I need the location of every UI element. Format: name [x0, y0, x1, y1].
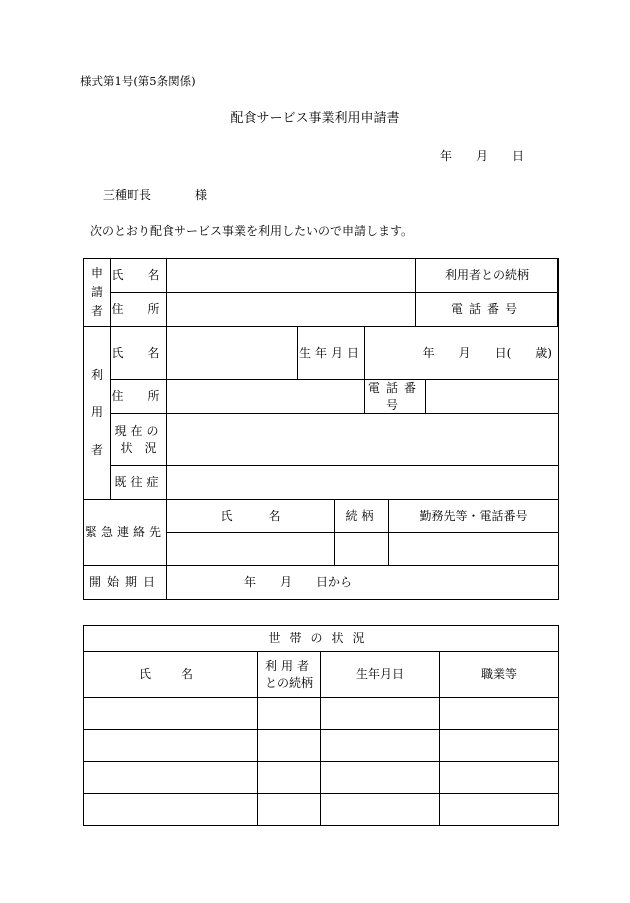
household-table — [83, 625, 559, 826]
household-relation-header: 利用者 との続柄 — [258, 652, 321, 698]
household-dob-header: 生年月日 — [321, 652, 440, 698]
applicant-phone-label: 電話番号 — [416, 293, 559, 327]
household-name-header: 氏 名 — [84, 652, 258, 698]
household-job-field[interactable] — [440, 730, 559, 762]
addressee-suffix: 様 — [195, 188, 208, 202]
table-row — [84, 730, 559, 762]
user-name-label: 氏 名 — [111, 327, 167, 380]
application-date — [440, 150, 524, 162]
household-dob-field[interactable] — [321, 698, 440, 730]
emergency-work-header: 勤務先等・電話番号 — [389, 500, 559, 533]
emergency-relation-field[interactable] — [335, 533, 389, 566]
applicant-relation-label: 利用者との続柄 — [416, 259, 559, 293]
household-relation-field[interactable] — [258, 730, 321, 762]
applicant-relation-field[interactable] — [425, 259, 558, 293]
applicant-address-field[interactable] — [167, 293, 416, 327]
emergency-relation-header: 続柄 — [335, 500, 389, 533]
addressee — [103, 189, 207, 201]
date-day-label: 日 — [512, 149, 525, 163]
user-address-label: 住 所 — [111, 380, 167, 414]
applicant-section-label: 申 請 者 — [84, 259, 111, 327]
table-row — [84, 762, 559, 794]
addressee-name: 三種町長 — [103, 188, 152, 202]
household-dob-field[interactable] — [321, 762, 440, 794]
household-name-field[interactable] — [84, 730, 258, 762]
start-date-field[interactable]: 年 月 日から — [167, 566, 559, 600]
household-name-field[interactable] — [84, 698, 258, 730]
applicant-values — [425, 258, 558, 327]
form-number: 様式第1号(第5条関係) — [80, 74, 196, 88]
emergency-name-field[interactable] — [167, 533, 335, 566]
user-section-label: 利 用 者 — [84, 327, 111, 500]
user-dob-label: 生年月日 — [298, 327, 365, 380]
form-title: 配食サービス事業利用申請書 — [230, 111, 400, 126]
user-status-field[interactable] — [167, 414, 559, 466]
household-dob-field[interactable] — [321, 794, 440, 826]
emergency-work-field[interactable] — [389, 533, 559, 566]
user-dob-field[interactable]: 年 月 日( 歳) — [365, 327, 559, 380]
emergency-table — [83, 499, 559, 600]
applicant-name-field[interactable] — [167, 259, 416, 293]
intro-text: 次のとおり配食サービス事業を利用したいので申請します。 — [90, 224, 414, 238]
user-phone-field[interactable] — [426, 380, 559, 414]
household-relation-field[interactable] — [258, 794, 321, 826]
date-month-label: 月 — [476, 149, 489, 163]
household-title: 世帯の状況 — [84, 626, 559, 652]
emergency-section-label: 緊急連絡先 — [84, 500, 167, 566]
household-job-header: 職業等 — [440, 652, 559, 698]
household-name-field[interactable] — [84, 762, 258, 794]
user-table — [83, 326, 559, 500]
user-status-label: 現在の 状 況 — [111, 414, 167, 466]
start-date-label: 開始期日 — [84, 566, 167, 600]
household-job-field[interactable] — [440, 762, 559, 794]
user-phone-label: 電話番号 — [365, 380, 426, 414]
table-row — [84, 794, 559, 826]
applicant-name-label: 氏 名 — [111, 259, 167, 293]
table-row — [84, 698, 559, 730]
household-relation-field[interactable] — [258, 762, 321, 794]
emergency-name-header: 氏 名 — [167, 500, 335, 533]
household-job-field[interactable] — [440, 794, 559, 826]
user-address-field[interactable] — [167, 380, 365, 414]
applicant-address-label: 住 所 — [111, 293, 167, 327]
household-relation-field[interactable] — [258, 698, 321, 730]
user-name-field[interactable] — [167, 327, 298, 380]
user-history-field[interactable] — [167, 466, 559, 500]
household-name-field[interactable] — [84, 794, 258, 826]
date-year-label: 年 — [440, 149, 453, 163]
household-job-field[interactable] — [440, 698, 559, 730]
applicant-phone-field[interactable] — [425, 293, 558, 327]
household-dob-field[interactable] — [321, 730, 440, 762]
user-history-label: 既往症 — [111, 466, 167, 500]
